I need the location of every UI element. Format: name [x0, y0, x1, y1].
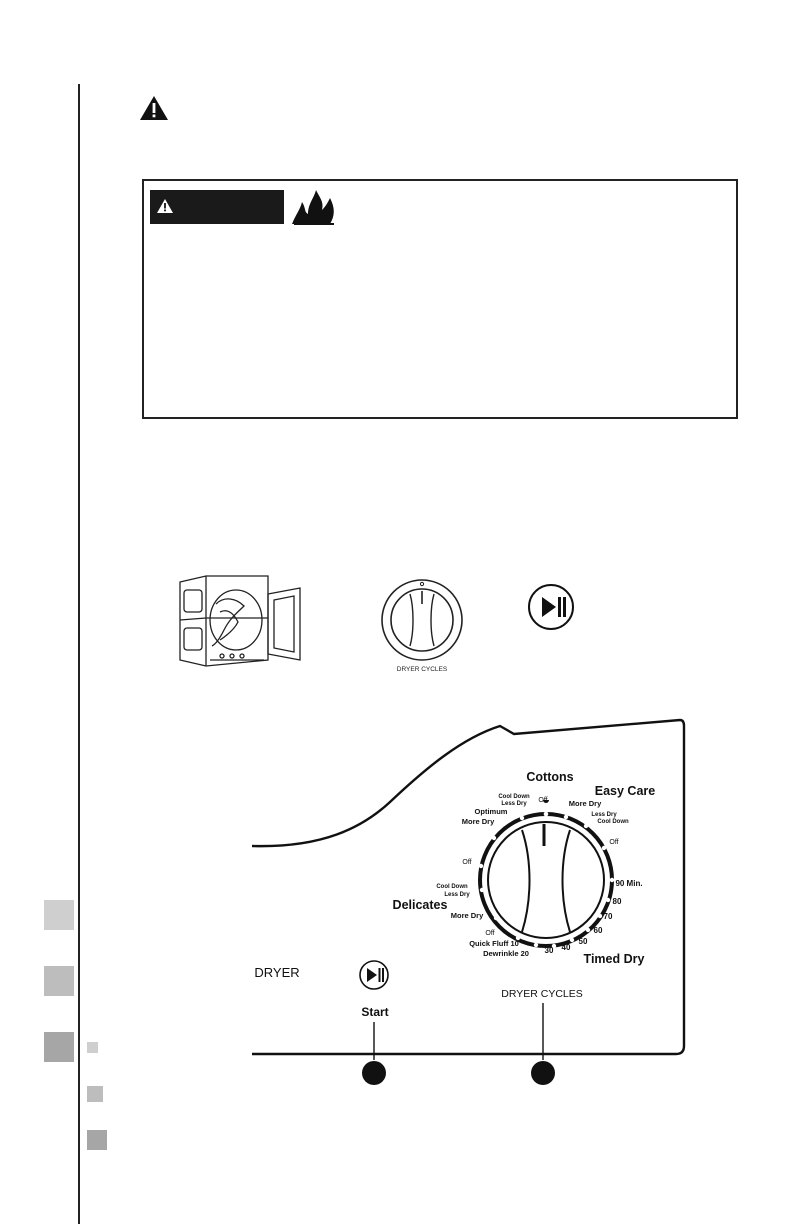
- mark-cottons-less-dry: Less Dry: [501, 801, 527, 807]
- mark-30: 30: [544, 946, 554, 955]
- small-dial-label: DRYER CYCLES: [396, 666, 448, 673]
- mark-easy-more-dry: More Dry: [568, 799, 602, 808]
- cycle-cottons: Cottons: [526, 770, 574, 784]
- mark-easy-cool-down: Cool Down: [597, 819, 629, 825]
- start-callout-dot: [362, 1061, 386, 1085]
- panel-dryer-label: DRYER: [254, 965, 300, 980]
- cycle-delicates: Delicates: [392, 898, 448, 912]
- mark-quick-fluff: Quick Fluff 10: [469, 939, 519, 948]
- panel-start-label: Start: [361, 1005, 389, 1019]
- legend-swatch-mid: [87, 1086, 103, 1102]
- mark-40: 40: [561, 943, 571, 952]
- mark-delicates-off: Off: [462, 859, 472, 866]
- mark-cottons-off: Off: [538, 797, 548, 804]
- mark-easy-less-dry: Less Dry: [591, 812, 617, 818]
- mark-delicates-less-dry: Less Dry: [444, 892, 470, 898]
- mark-90-min: 90 Min.: [615, 879, 643, 888]
- gray-swatch-dark: [44, 1032, 74, 1062]
- mark-60: 60: [593, 926, 603, 935]
- mark-cottons-more-dry: More Dry: [461, 817, 495, 826]
- gray-swatch-light: [44, 900, 74, 930]
- mark-80: 80: [612, 897, 622, 906]
- mark-cottons-cool-down: Cool Down: [498, 794, 530, 800]
- gray-swatch-mid: [44, 966, 74, 996]
- cycle-easy-care: Easy Care: [594, 784, 656, 798]
- mark-easy-off: Off: [609, 839, 619, 846]
- mark-delicates-cool-down: Cool Down: [436, 884, 468, 890]
- dial-callout-dot: [531, 1061, 555, 1085]
- mark-50: 50: [578, 937, 588, 946]
- legend-swatch-dark: [87, 1130, 107, 1150]
- legend-swatch-light: [87, 1042, 98, 1053]
- mark-dewrinkle: Dewrinkle 20: [483, 949, 529, 958]
- cycle-timed-dry: Timed Dry: [583, 952, 645, 966]
- mark-delicates-off2: Off: [485, 930, 495, 937]
- mark-70: 70: [603, 912, 613, 921]
- mark-delicates-more-dry: More Dry: [450, 911, 484, 920]
- panel-start-button[interactable]: [360, 961, 388, 989]
- mark-optimum: Optimum: [474, 807, 508, 816]
- panel-dial-label: DRYER CYCLES: [501, 988, 583, 1000]
